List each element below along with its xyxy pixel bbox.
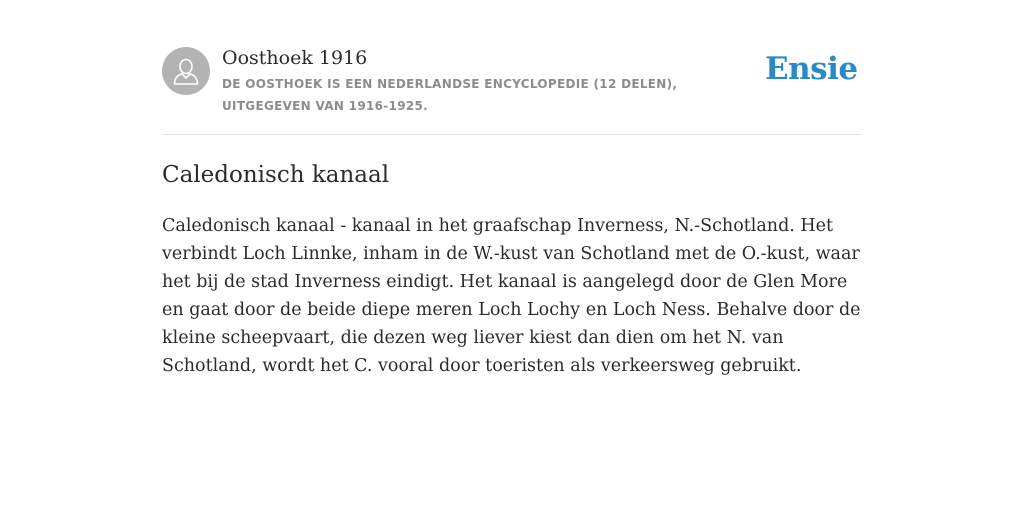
source-description: DE OOSTHOEK IS EEN NEDERLANDSE ENCYCLOPEDIE (12 DELEN), UITGEGEVEN VAN 1916-1925. xyxy=(222,77,678,113)
page xyxy=(162,0,862,512)
user-icon xyxy=(162,47,210,95)
source-header xyxy=(162,0,862,135)
source-title[interactable]: Oosthoek 1916 xyxy=(222,47,368,69)
source-info xyxy=(222,44,762,117)
source-avatar[interactable] xyxy=(162,47,210,95)
article-body: Caledonisch kanaal - kanaal in het graafschap Inverness, N.-Schotland. Het verbindt Loch Linnke, inham in de W.-kust van Schotland met de O.-kust, waar het bij de stad Inverness eindigt. Het kanaal is aangelegd door de Glen More en gaat door de beide diepe meren Loch Lochy en Loch Ness. Behalve door de kleine scheepvaart, die dezen weg liever kiest dan dien om het N. van Schotland, wordt het C. vooral door toeristen als verkeersweg gebruikt. xyxy=(162,216,861,376)
ensie-logo[interactable]: Ensie xyxy=(765,51,858,87)
article-title: Caledonisch kanaal xyxy=(162,162,390,188)
